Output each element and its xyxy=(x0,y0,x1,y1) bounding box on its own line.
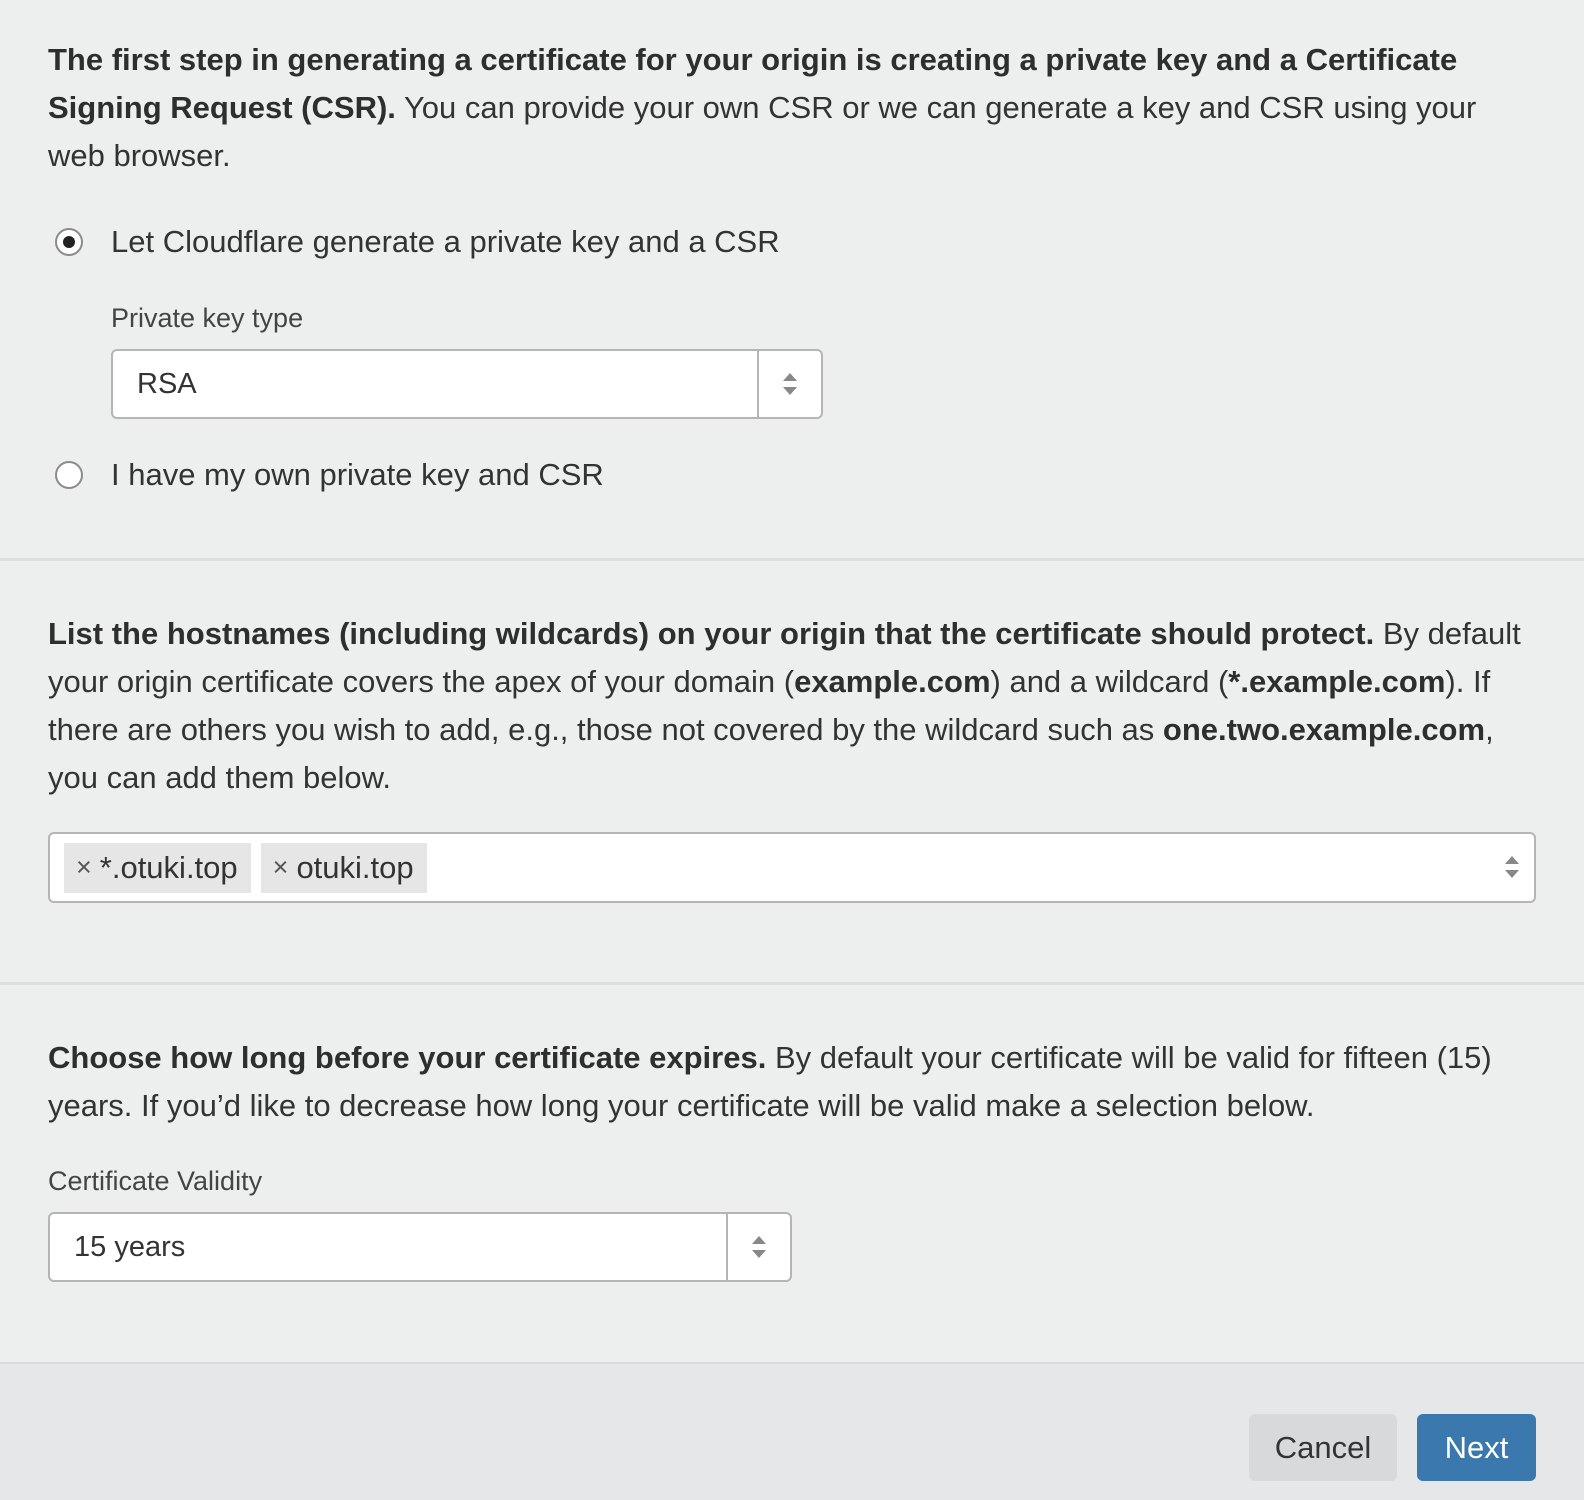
hostnames-description xyxy=(48,610,1536,802)
key-section-intro-bold: The first step in generating a certificate for your origin is creating a private key and a Certificate Signing Request (CSR). xyxy=(48,42,1458,125)
private-key-type-value: RSA xyxy=(137,367,197,400)
key-section-description xyxy=(48,36,1536,180)
section-divider xyxy=(0,982,1584,985)
modal-footer xyxy=(0,1362,1584,1500)
cancel-button[interactable]: Cancel xyxy=(1249,1414,1397,1481)
private-key-type-select[interactable] xyxy=(111,349,823,419)
key-section xyxy=(0,36,1584,180)
validity-bold: Choose how long before your certificate expires. xyxy=(48,1040,767,1075)
hostname-tag-label: otuki.top xyxy=(296,849,414,885)
hostname-tag xyxy=(261,843,427,893)
certificate-validity-label: Certificate Validity xyxy=(48,1166,263,1196)
hostnames-bold-4: one.two.example.com xyxy=(1162,712,1486,747)
private-key-type-label: Private key type xyxy=(111,303,304,333)
section-divider xyxy=(0,558,1584,561)
validity-description xyxy=(48,1034,1536,1130)
hostname-tag-label: *.otuki.top xyxy=(99,849,238,885)
radio-button-checked[interactable] xyxy=(55,228,83,256)
radio-option-label: I have my own private key and CSR xyxy=(111,457,604,492)
radio-option-label: Let Cloudflare generate a private key and a CSR xyxy=(111,224,780,259)
certificate-validity-select[interactable] xyxy=(48,1212,792,1282)
validity-section xyxy=(0,1034,1584,1130)
select-arrows-icon xyxy=(726,1214,790,1280)
next-button[interactable]: Next xyxy=(1417,1414,1536,1481)
hostnames-bold-3: *.example.com xyxy=(1228,664,1446,699)
hostnames-tag-input[interactable] xyxy=(48,832,1536,903)
select-arrows-icon xyxy=(757,351,821,417)
hostnames-text-2: ) and a wildcard ( xyxy=(990,664,1229,699)
radio-button-unchecked[interactable] xyxy=(55,461,83,489)
hostnames-text-3: ). If there are others you wish to add, e.g., those not covered by the wildcard such as xyxy=(48,664,1491,747)
hostnames-bold-1: List the hostnames (including wildcards) on your origin that the certificate should protect. xyxy=(48,616,1375,651)
certificate-validity-value: 15 years xyxy=(74,1230,186,1263)
radio-option-own-key[interactable] xyxy=(55,457,604,493)
key-section-intro-text: You can provide your own CSR or we can generate a key and CSR using your web browser. xyxy=(48,90,1477,173)
validity-text: By default your certificate will be valid for fifteen (15) years. If you’d like to decrease how long your certificate will be valid make a selection below. xyxy=(48,1040,1492,1123)
hostname-tag xyxy=(64,843,251,893)
remove-tag-icon[interactable]: × xyxy=(76,852,92,882)
hostnames-text-4: , you can add them below. xyxy=(48,712,1494,795)
select-arrows-icon[interactable] xyxy=(1504,854,1520,885)
hostnames-text-1: By default your origin certificate covers the apex of your domain ( xyxy=(48,616,1521,699)
hostnames-section xyxy=(0,610,1584,802)
hostnames-bold-2: example.com xyxy=(794,664,991,699)
remove-tag-icon[interactable]: × xyxy=(272,852,289,882)
radio-option-cloudflare-generate[interactable] xyxy=(55,224,780,260)
